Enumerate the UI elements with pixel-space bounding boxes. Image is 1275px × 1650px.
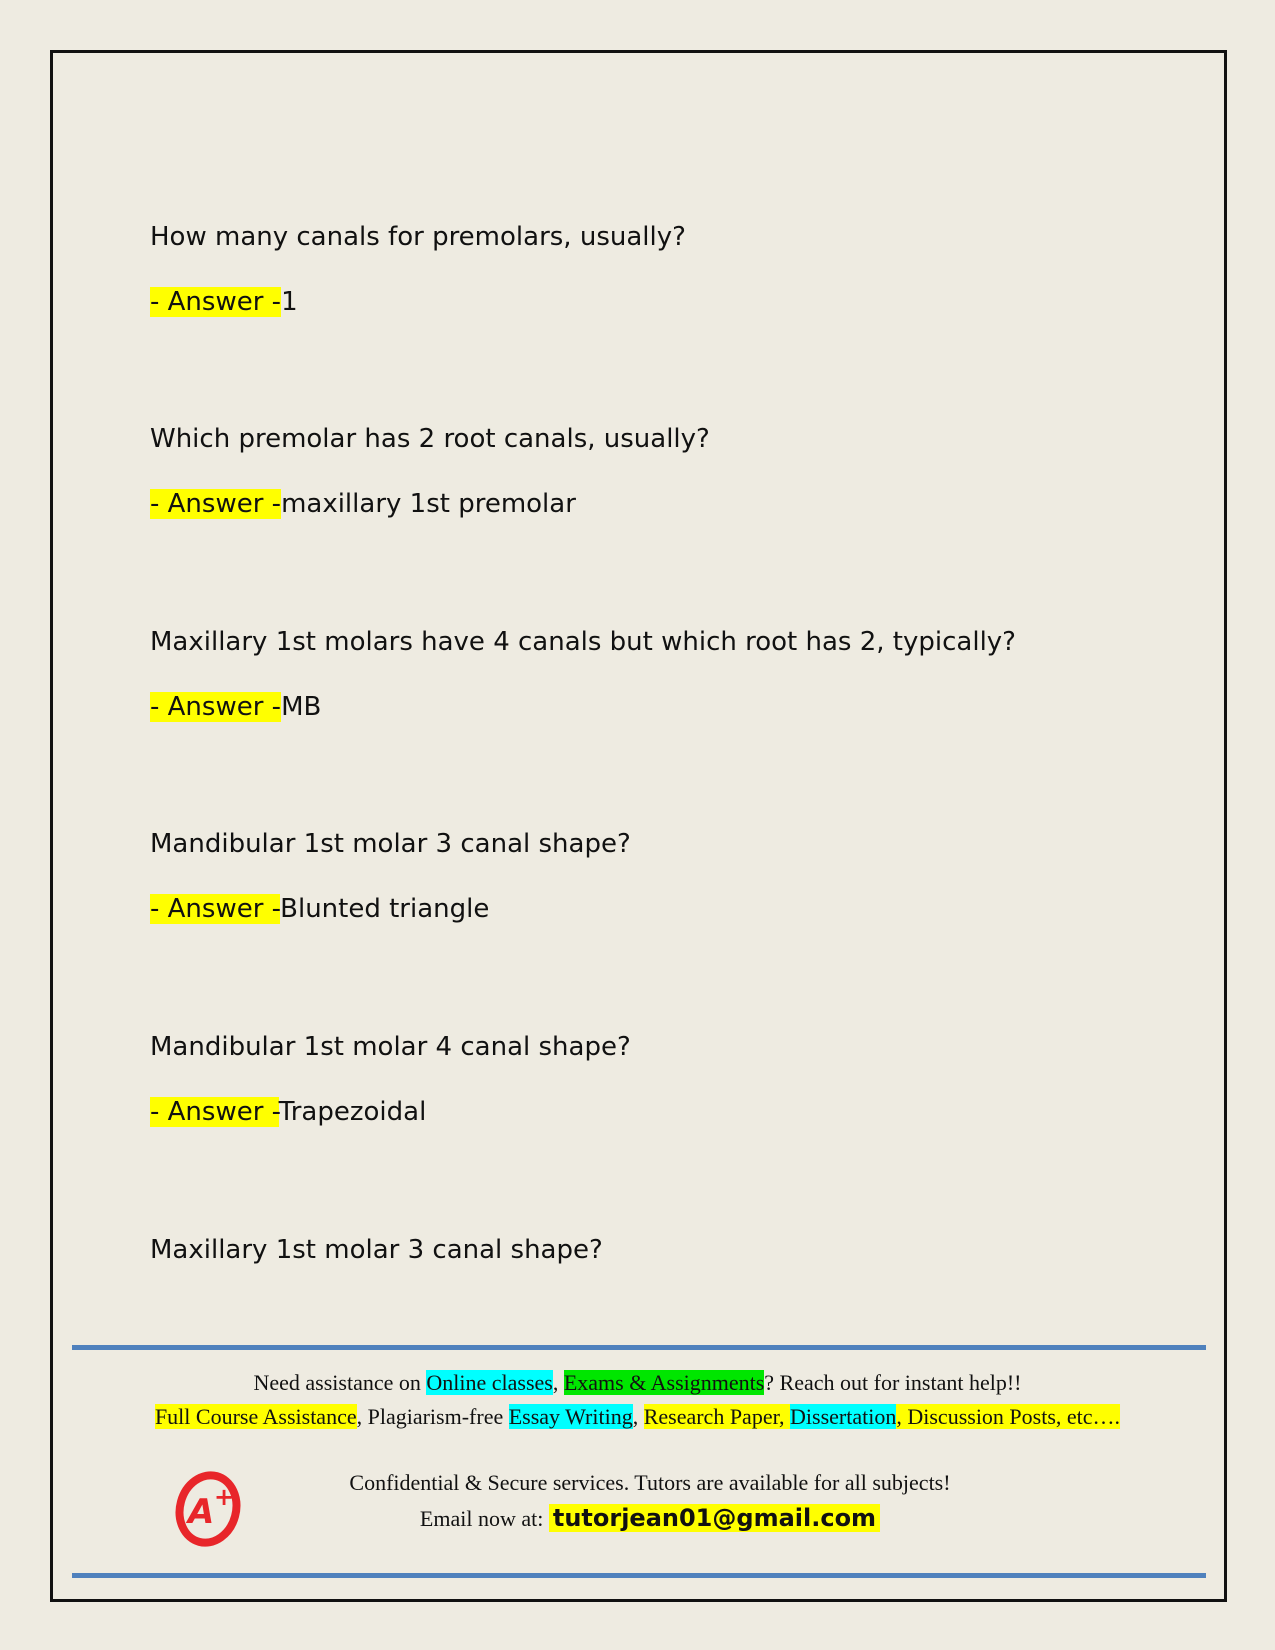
footer-rule-top [72, 1345, 1206, 1350]
answer-text: MB [281, 692, 322, 722]
question: Mandibular 1st molar 4 canal shape? [150, 1032, 631, 1062]
highlight-research: Research Paper, [643, 1404, 791, 1429]
question: Maxillary 1st molar 3 canal shape? [150, 1235, 603, 1265]
text: , Plagiarism-free [356, 1404, 509, 1429]
answer-label: - Answer - [150, 287, 282, 317]
answer-label: - Answer - [150, 489, 282, 519]
question: How many canals for premolars, usually? [150, 222, 686, 252]
answer [150, 489, 576, 519]
svg-text:A: A [188, 1492, 215, 1532]
text: , [552, 1370, 564, 1395]
footer-line-1 [60, 1370, 1215, 1396]
footer-line-2 [60, 1404, 1215, 1430]
answer-text: Blunted triangle [280, 894, 490, 924]
answer-text: Trapezoidal [278, 1097, 427, 1127]
answer-label: - Answer - [150, 894, 281, 924]
answer [150, 692, 321, 722]
text: , [632, 1404, 644, 1429]
question: Which premolar has 2 root canals, usually? [150, 424, 710, 454]
highlight-essay: Essay Writing [508, 1404, 633, 1429]
email-label: Email now at: [419, 1506, 549, 1531]
text: ? Reach out for instant help!! [764, 1370, 1022, 1395]
footer-email-line [300, 1504, 1000, 1532]
highlight-full-course: Full Course Assistance [154, 1404, 357, 1429]
question: Maxillary 1st molars have 4 canals but which root has 2, typically? [150, 627, 1016, 657]
answer-text: 1 [281, 287, 298, 317]
footer-rule-bottom [72, 1573, 1206, 1578]
answer-label: - Answer - [150, 1097, 279, 1127]
question: Mandibular 1st molar 3 canal shape? [150, 829, 631, 859]
highlight-discussion: , Discussion Posts, etc…. [896, 1404, 1121, 1429]
answer [150, 1097, 426, 1127]
highlight-online-classes: Online classes [426, 1370, 553, 1395]
email-link[interactable]: tutorjean01@gmail.com [549, 1504, 880, 1532]
svg-text:+: + [214, 1483, 235, 1511]
answer-label: - Answer - [150, 692, 282, 722]
footer-line-3: Confidential & Secure services. Tutors are available for all subjects! [349, 1470, 951, 1495]
highlight-exams: Exams & Assignments [563, 1370, 765, 1395]
text: Need assistance on [253, 1370, 427, 1395]
answer-text: maxillary 1st premolar [281, 489, 576, 519]
highlight-dissertation: Dissertation [790, 1404, 897, 1429]
answer [150, 287, 298, 317]
a-plus-logo-icon [170, 1465, 250, 1550]
answer [150, 894, 489, 924]
